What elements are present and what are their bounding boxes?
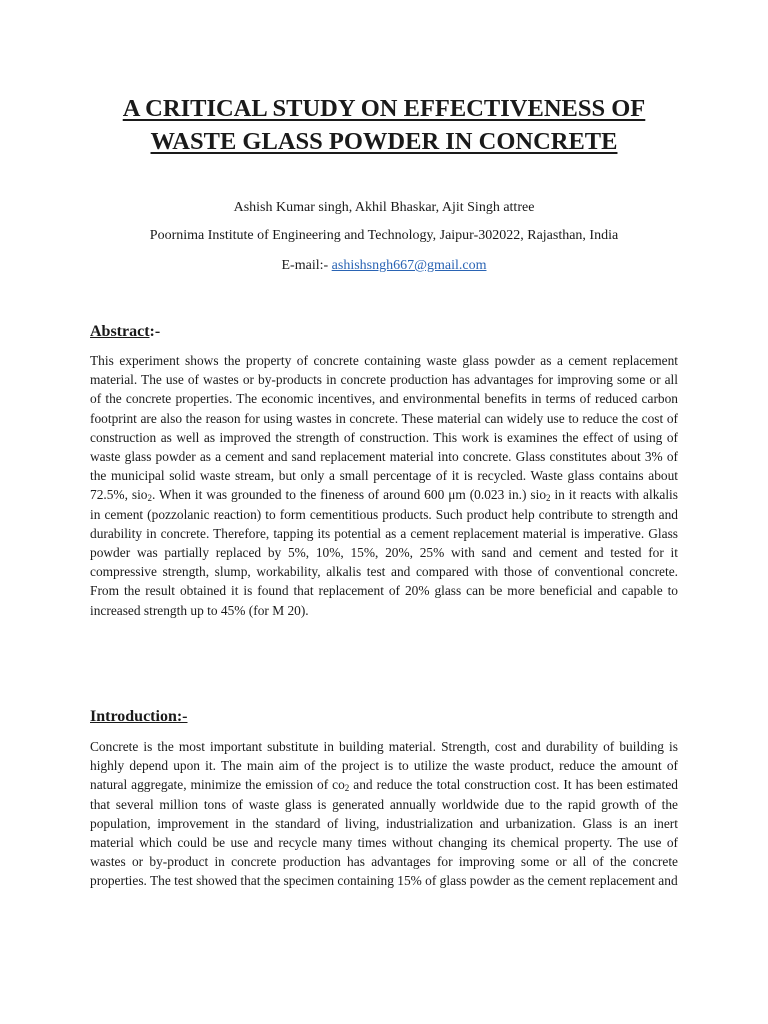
abstract-subscript-1: 2 bbox=[147, 493, 152, 504]
introduction-body bbox=[90, 737, 678, 917]
introduction-subscript-1: 2 bbox=[344, 783, 350, 794]
abstract-text-2: . When it was grounded to the fineness of around 600 μm (0.023 in.) sio bbox=[152, 487, 547, 503]
abstract-body bbox=[90, 351, 678, 620]
abstract-text-1: This experiment shows the property of concrete containing waste glass powder as a cement replacement material. The use of wastes or by-products in concrete production has advantages for improving some or all of the concrete properties. The economic incentives, and environmental benefits in terms of reduced carbon footprint are also the reason for using wastes in concrete. These material can widely use to reduce the cost of construction as well as improved the strength of construction. This work is examines the effect of using of waste glass powder as a cement and sand replacement material into concrete. Glass constitutes about 3% of the municipal solid waste stream, but only a small percentage of it is recycled. Waste glass contains about 72.5%, sio bbox=[90, 353, 678, 503]
email-link[interactable]: ashishsngh667@gmail.com bbox=[331, 258, 487, 273]
introduction-text-2: and reduce the total construction cost. It has been estimated that several million tons of waste glass is generated annually worldwide due to the rapid growth of the population, improvement in the standard of living, industrialization and urbanization. Glass is an inert material which could be use and recycle many times without changing its chemical property. The use of wastes or by-product in concrete production has advantages for improving some or all of the concrete properties. The test showed that the specimen containing 15% of glass powder as the cement replacement and bbox=[90, 777, 678, 889]
paper-title-line-1: A CRITICAL STUDY ON EFFECTIVENESS OF bbox=[122, 95, 646, 122]
abstract-subscript-2: 2 bbox=[546, 493, 551, 504]
abstract-heading-suffix: :- bbox=[149, 323, 161, 340]
abstract-heading-text: Abstract bbox=[90, 323, 150, 340]
introduction-heading-text: Introduction:- bbox=[90, 708, 188, 725]
paper-title-line-2: WASTE GLASS POWDER IN CONCRETE bbox=[150, 128, 618, 155]
email-line bbox=[60, 257, 708, 275]
abstract-text-3: in it reacts with alkalis in cement (pozzolanic reaction) to form cementitious products. Such product help contribute to strength and durability in concrete. Therefore, tapping its potential as a cement replacement material is imperative. Glass powder was partially replaced by 5%, 10%, 15%, 20%, 25% with sand and cement and tested for it compressive strength, slump, workability, alkalis test and compared with those of conventional concrete. From the result obtained it is found that replacement of 20% glass can be more beneficial and capable to increased strength up to 45% (for M 20). bbox=[90, 487, 678, 618]
affiliation: Poornima Institute of Engineering and Technology, Jaipur-302022, Rajasthan, India bbox=[149, 228, 619, 243]
author-list: Ashish Kumar singh, Akhil Bhaskar, Ajit Singh attree bbox=[233, 200, 535, 215]
email-label: E-mail:- bbox=[281, 258, 332, 273]
introduction-text-1: Concrete is the most important substitute in building material. Strength, cost and durability of building is highly depend upon it. The main aim of the project is to utilize the waste product, reduce the amount of natural aggregate, minimize the emission of co bbox=[90, 739, 678, 793]
introduction-heading bbox=[90, 707, 188, 727]
paper-title bbox=[60, 92, 708, 158]
abstract-heading bbox=[90, 322, 160, 342]
